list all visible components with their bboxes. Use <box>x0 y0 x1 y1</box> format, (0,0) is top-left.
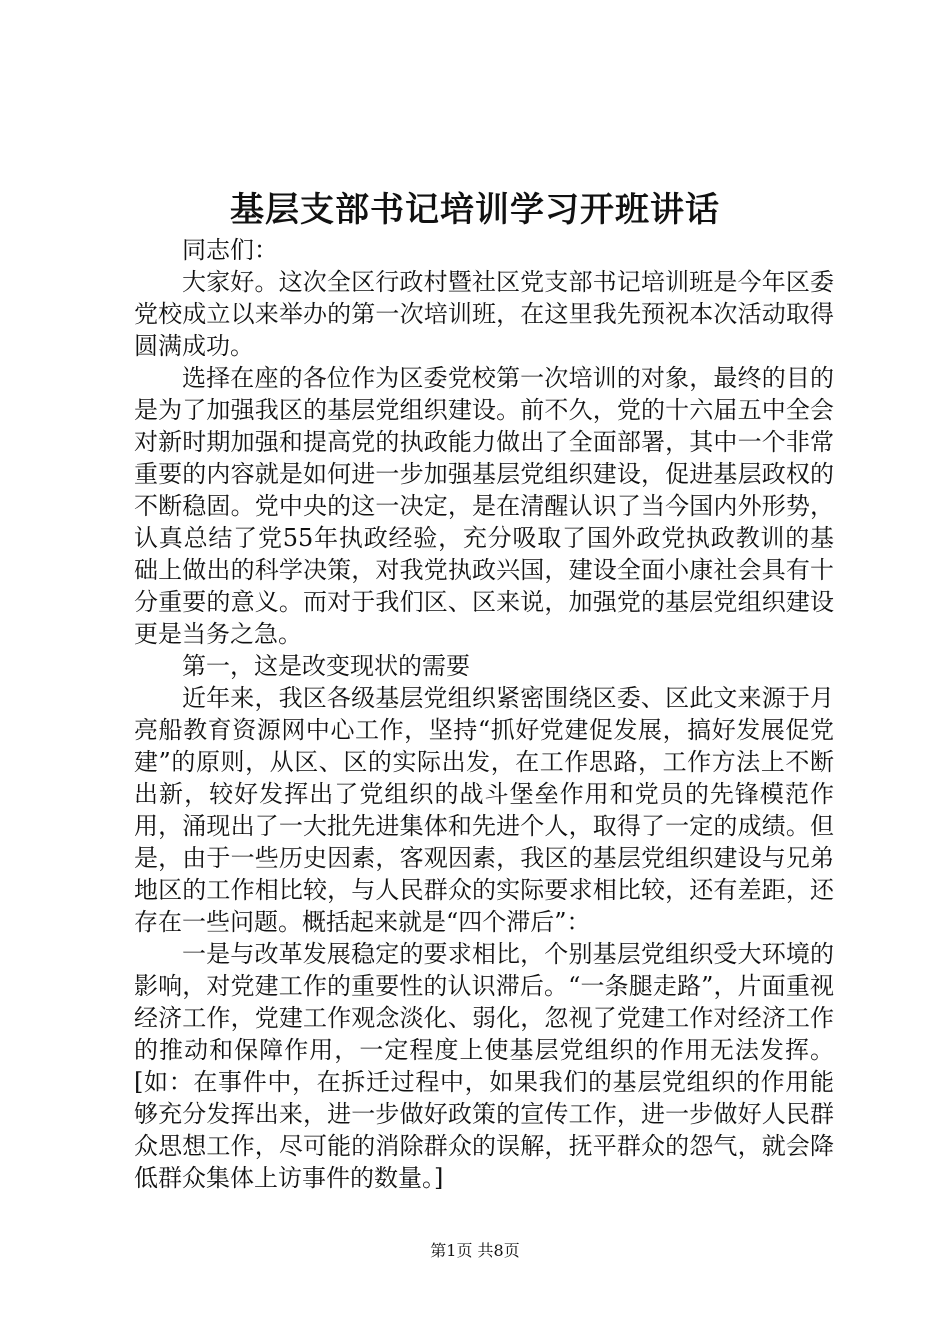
document-body <box>134 234 834 1194</box>
page-number-footer: 第1页 共8页 <box>430 1241 520 1260</box>
paragraph-salutation: 同志们： <box>182 236 278 264</box>
paragraph-purpose: 选择在座的各位作为区委党校第一次培训的对象，最终的目的是为了加强我区的基层党组织建设。前不久，党的十六届五中全会对新时期加强和提高党的执政能力做出了全面部署，其中一个非常重要的内容就是如何进一步加强基层党组织建设，促进基层政权的不断稳固。党中央的这一决定，是在清醒认识了当今国内外形势，认真总结了党55年执政经验，充分吸取了国外政党执政教训的基础上做出的科学决策，对我党执政兴国，建设全面小康社会具有十分重要的意义。而对于我们区、区来说，加强党的基层党组织建设更是当务之急。 <box>134 364 834 648</box>
paragraph-greeting: 大家好。这次全区行政村暨社区党支部书记培训班是今年区委党校成立以来举办的第一次培训班，在这里我先预祝本次活动取得圆满成功。 <box>134 268 834 360</box>
paragraph-current-situation: 近年来，我区各级基层党组织紧密围绕区委、区此文来源于月亮船教育资源网中心工作，坚持“抓好党建促发展，搞好发展促党建”的原则，从区、区的实际出发，在工作思路，工作方法上不断出新，较好发挥出了党组织的战斗堡垒作用和党员的先锋模范作用，涌现出了一大批先进集体和先进个人，取得了一定的成绩。但是，由于一些历史因素，客观因素，我区的基层党组织建设与兄弟地区的工作相比较，与人民群众的实际要求相比较，还有差距，还存在一些问题。概括起来就是“四个滞后”： <box>134 684 834 936</box>
paragraph-heading-first: 第一，这是改变现状的需要 <box>182 652 470 680</box>
paragraph-point-one: 一是与改革发展稳定的要求相比，个别基层党组织受大环境的影响，对党建工作的重要性的认识滞后。“一条腿走路”，片面重视经济工作，党建工作观念淡化、弱化，忽视了党建工作对经济工作的推动和保障作用，一定程度上使基层党组织的作用无法发挥。[如：在事件中，在拆迁过程中，如果我们的基层党组织的作用能够充分发挥出来，进一步做好政策的宣传工作，进一步做好人民群众思想工作，尽可能的消除群众的误解，抚平群众的怨气，就会降低群众集体上访事件的数量。] <box>134 940 834 1192</box>
document-title: 基层支部书记培训学习开班讲话 <box>230 190 720 230</box>
